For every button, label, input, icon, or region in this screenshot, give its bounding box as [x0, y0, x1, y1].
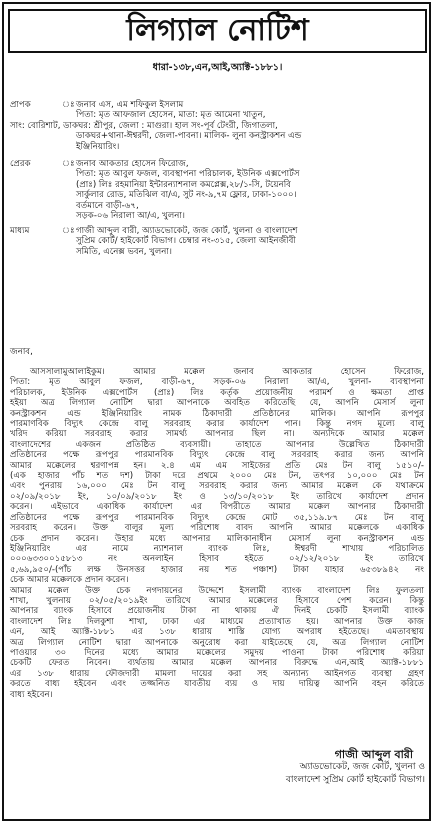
- sender-line: সার্কুলার রোড, মতিঝিল বা/এ, সুট নং-৯,৭ম ফ্লোর, ঢাকা-১০০০।: [76, 190, 297, 201]
- recipient-address-line: ইঞ্জিনিয়ারিং।: [76, 141, 120, 152]
- body-line: পিতা: মৃত আবুল ফজল, বাড়ী-৬৭, সড়ক-০৬ নিরালা আ/এ, খুলনা- ব্যবস্থাপনা: [10, 377, 424, 388]
- body-line: শাখা, খুলনায় ০২/০৫/২০১৯ইং তারিখে আমার মক্কেলের হিসাবে পেশ করেন। কিন্তু: [10, 595, 424, 606]
- recipient-line: পিতা: মৃত আফজাল হোসেন, মাতা: মৃত আমেনা খাতুন,: [76, 110, 266, 121]
- body-line: ০২/০৯/২০১৮ ইং, ১০/০৯/২০১৮ ইং ও ১৩/১০/২০১৮ ইং তারিখে কার্যাদেশ প্রদান: [10, 491, 424, 502]
- body-line: পাওয়ার ৩০ দিনের মধ্যে আমার মক্কেলের সমুদয় পাওনা টাকা পরিশোধ করিয়া: [10, 647, 424, 658]
- body-line: এবং পুনরায় ১৬,০০০ মেঃ টন বালু সরবরাহ করার জন্য আমার মক্কেল কে যথাক্রমে: [10, 481, 424, 492]
- body-line: আমার মক্কেলের শ্বরণাপন্ন হন। ২.৪ এম এম সাইজের প্রতি মেঃ টন বালু ১৫১০/-: [10, 460, 424, 471]
- sender-line: পিতা: মৃত আবুল ফজল, ব্যবস্থাপনা পরিচালক, ইউনিক এক্সপোর্টস: [76, 169, 300, 180]
- body-line: করতে বাধ্য হইবেন এবং তজ্জনিত যাবতীয় ব্যয় ও দায় দায়িত্ব আপনি বহন করিতে: [10, 679, 424, 690]
- body-line: প্রতিষ্ঠানের পক্ষে রূপপুর পারমানবিক বিদ্যুৎ কেন্দ্রে মোট ৩৫,১১৯.৮৭ মেঃ টন বালু: [10, 512, 424, 523]
- body-line: আমার মক্কেল উক্ত চেক নগদায়নের উদ্দেশে ইসলামী ব্যাংক বাংলাদেশ লিঃ ফুলতলা: [10, 585, 424, 596]
- body-line: পরিচালক, ইউনিক এক্সপোর্টস (প্রাঃ) লিঃ কর্তৃক প্রয়োজনীয় পরামর্শ ও ক্ষমতা প্রাপ্ত: [10, 387, 424, 398]
- signature-name: গাজী আব্দুল বারী: [334, 748, 413, 761]
- body-line: হইয়া অত্র লিগ্যাল নোটিশ দ্বারা আপনাকে অবহিত করিতেছি যে, আপনি মেসার্স লুনা: [10, 398, 424, 409]
- sender-label: প্রেরক: [10, 159, 31, 169]
- recipient-label: প্রাপক: [10, 100, 31, 110]
- body-line: (এক হাজার পাঁচ শত দশ) টাকা দরে প্রথমে ২০০০ মেঃ টন, তৎপর ১০,০০০ মেঃ টন: [10, 471, 424, 482]
- body-line: অত্র লিগ্যাল নোটিশ দ্বারা আপনাকে অনুরোধ করা যাইতেছে যে, অত্র লিগ্যাল নোটিশ: [10, 637, 424, 648]
- medium-line: গাজী আব্দুল বারী, অ্যাডভোকেট, জজ কোর্ট, খুলনা ও বাংলাদেশ: [76, 226, 298, 236]
- sender-block: [10, 159, 425, 221]
- body-line: আসসালামুআলাইকুম। আমার মক্কেল জনাব আকতার হোসেন ফিরোজ,: [30, 367, 424, 377]
- body-line: বাধ্য হইবেন।: [10, 689, 53, 700]
- medium-line: সমিতি, এনেক্স ভবন, খুলনা।: [76, 246, 172, 257]
- sender-line: জনাব আকতার হোসেন ফিরোজ,: [76, 159, 189, 169]
- body-line: বাংলাদেশের একজন প্রতিষ্ঠিত ব্যবসায়ী। তাহাতে আপনার উল্লেখিত ঠিকাদারী: [10, 439, 424, 450]
- notice-title-text: লিগ্যাল নোটিশ: [126, 12, 309, 48]
- body-line: পারমাণবিক বিদ্যুৎ কেন্দ্রে বালু সরবরাহ করার কার্যাদেশ পান। কিন্তু নগদ মূল্যে বালু: [10, 419, 424, 430]
- body-line: করেন। এইভাবে একাধিক কার্যাদেশ এর বিপরীতে আমার মক্কেল আপনার ঠিকাদারী: [10, 502, 424, 513]
- body-line: চেক আমার মক্কেলকে প্রদান করেন।: [10, 575, 129, 586]
- body-line: ইঞ্জিনিয়ারিং এর নামে ন্যাশনাল ব্যাংক লিঃ, ঈশ্বরদী শাখায় পরিচালিত: [10, 543, 424, 554]
- sender-line: (প্রাঃ) লিঃ রহমানিয়া ইন্টারন্যাশনাল কমপ্লেক্স,২৮/১-সি, টয়েনবি: [76, 179, 291, 190]
- salutation: জনাব,: [10, 347, 33, 357]
- section-reference: ধারা-১৩৮,এন,আই,অ্যাক্ট-১৮৮১।: [152, 62, 283, 73]
- body-line: ০০০৬৩৩০০১৫৮১৩ নং অনলাইন হিসাব হইতে ০২/১২/২০১৮ ইং তারিখে: [10, 554, 424, 565]
- body-line: খরিদ করিয়া সরবরাহ করার সামর্থ্য আপনার ছিল না। অন্যদিকে আমার মক্কেল: [10, 429, 424, 440]
- notice-body: [10, 367, 424, 700]
- medium-block: [10, 226, 425, 257]
- sender-line: সড়ক-০৬ নিরালা আ/এ, খুলনা।: [76, 211, 185, 222]
- sender-line: বর্তমানে বাড়ী-৬৭,: [76, 200, 139, 211]
- body-line: চেক প্রদান করেন। উহার মধ্যে আপনার মালিকানাধীন মেসার্স লুনা কনস্ট্রাকশন এন্ড: [10, 533, 424, 544]
- body-line: আপনার ব্যাংক হিসাবে প্রয়োজনীয় টাকা না থাকায় ঐ দিনই চেকটি ইসলামী ব্যাংক: [10, 606, 424, 617]
- body-line: চেকটি ফেরত নিবেন। ব্যর্থতায় আমার মক্কেল আপনার বিরুদ্ধে এন,আই অ্যাক্ট-১৮৮১: [10, 658, 424, 669]
- body-line: ৫,৬৯,৯৫০/-(পাঁচ লক্ষ উনসত্তর হাজার নয় শত পঞ্চাশ) টাকা যাহার ৬৫৩৮৯৪২ নং: [10, 564, 424, 575]
- body-line: এর ১৩৮ ধারায় ফৌজদারী মামলা দায়ের করা সহ অন্যান্য আইনগত ব্যবস্থা গ্রহণ: [10, 668, 424, 679]
- body-line: এন, আই অ্যাক্ট-১৮৮১ এর ১৩৮ ধারায় শাস্তি যোগ্য অপরাধ হইতেছে। এমতাবস্থায়: [10, 627, 424, 638]
- sender-colon: ঃ: [62, 159, 75, 169]
- signature-line: অ্যাডভোকেট, জজ কোর্ট, খুলনা ও: [299, 762, 425, 772]
- body-line: বাংলাদেশ লিঃ দিলকুশা শাখা, ঢাকা এর মাধ্যমে প্রত্যাখাত হয়। আপনার উক্ত কাজ: [10, 616, 424, 627]
- recipient-colon: ঃ: [62, 100, 75, 110]
- recipient-address-line: ডাকঘর+থানা-ঈশ্বরদী, জেলা-পাবনা। মালিক- লুনা কনস্ট্রাকশন এন্ড: [76, 131, 302, 142]
- signature-line: বাংলাদেশ সুপ্রিম কোর্ট হাইকোর্ট বিভাগ।: [285, 775, 425, 785]
- medium-line: সুপ্রিম কোর্ট/ হাইকোর্ট বিভাগ। চেম্বার নং-৩১৫, জেলা আইনজীবী: [76, 236, 296, 247]
- body-line: সরবরাহ করেন। উক্ত বালুর মূল্য পরিশোধ বাবদ আপনি আমার মক্কেলকে একাধিক: [10, 523, 424, 534]
- signature-block: [135, 748, 425, 787]
- body-line: কনস্ট্রাকশন এন্ড ইঞ্জিনিয়ারিং নামক ঠিকাদারী প্রতিষ্ঠানের মালিক। আপনি রূপপুর: [10, 408, 424, 419]
- medium-colon: ঃ: [62, 226, 75, 236]
- medium-label: মাধ্যম: [10, 226, 30, 236]
- notice-title: [8, 9, 427, 53]
- body-line: প্রতিষ্ঠানের পক্ষে রূপপুর পারমানবিক বিদ্যুৎ কেন্দ্রে বালু সরবরাহ করার জন্য আপনি: [10, 450, 424, 461]
- recipient-address-line: সাং: বোরিশাট, ডাকঘর: শ্রীপুর, জেলা : মাগুরা। হাল সং-পূর্ব টেংরী, জিগাতলা,: [10, 120, 278, 131]
- recipient-block: [10, 100, 425, 152]
- recipient-line: জনাব এস, এম শফিকুল ইসলাম: [76, 100, 184, 110]
